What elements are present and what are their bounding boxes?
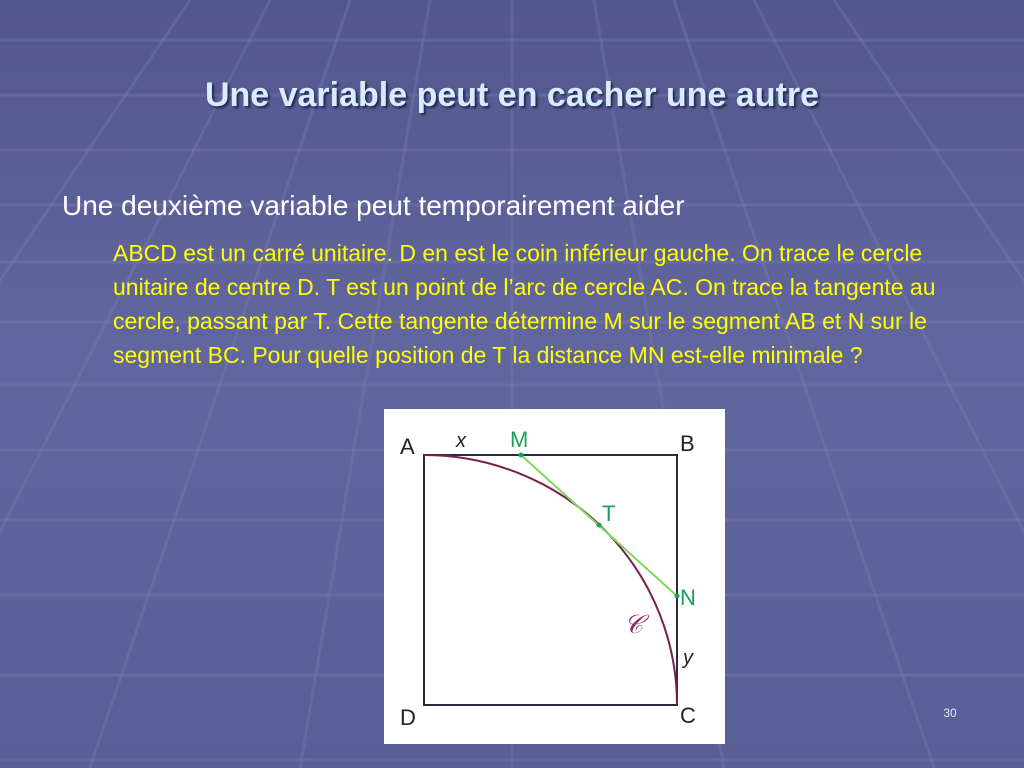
label-t: T: [602, 501, 616, 526]
label-c: C: [680, 703, 696, 728]
square-abcd: [424, 455, 677, 705]
label-b: B: [680, 431, 695, 456]
point-t: [597, 523, 602, 528]
point-n: [675, 594, 680, 599]
point-m: [519, 453, 524, 458]
bullet-level-2: ABCD est un carré unitaire. D en est le coin inférieur gauche. On trace le cercle unitaire de centre D. T est un point de l’arc de cercle AC. On trace la tangente au cercle, passant par T. Cette tangente détermine M sur le segment AB et N sur le segment BC. Pour quelle position de T la distance MN est-elle minimale ?: [113, 240, 936, 368]
circle-arc-ac: [424, 455, 677, 705]
label-m: M: [510, 427, 529, 452]
label-circle: 𝒞: [624, 610, 643, 640]
label-y: y: [683, 647, 693, 669]
geometry-diagram: [384, 409, 725, 744]
bullet-level-1: Une deuxième variable peut temporairement aider: [62, 190, 685, 221]
geometry-figure: [384, 409, 725, 744]
slide-title: Une variable peut en cacher une autre: [204, 76, 820, 114]
page-number: 30: [943, 706, 957, 720]
label-x: x: [456, 430, 466, 452]
label-n: N: [680, 585, 696, 610]
label-a: A: [400, 434, 415, 459]
label-d: D: [400, 705, 416, 730]
